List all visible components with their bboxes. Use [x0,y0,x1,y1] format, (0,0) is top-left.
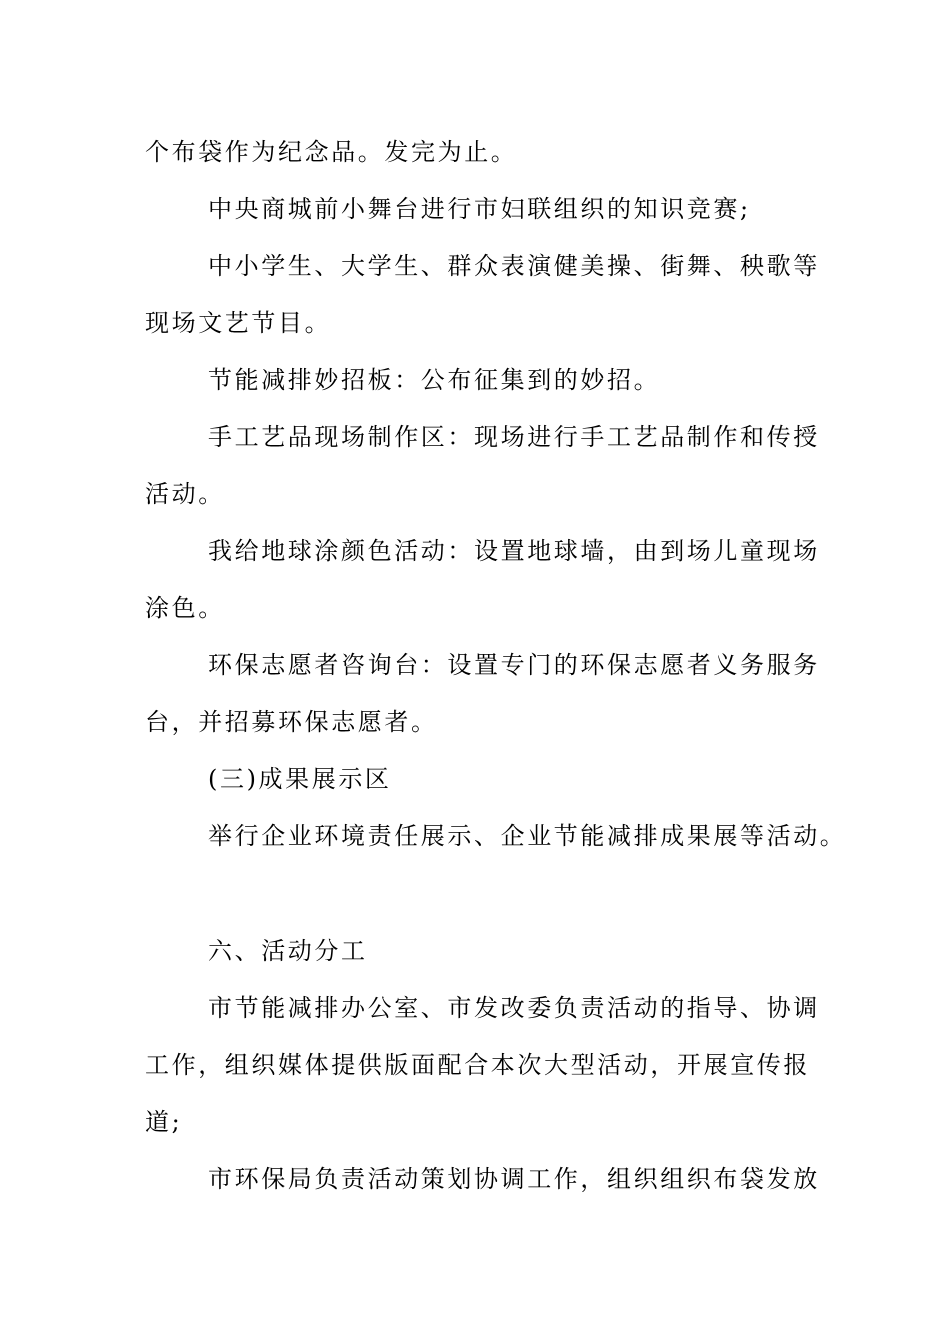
text-line-9: 涂色。 [145,594,225,622]
section-heading-results: (三)成果展示区 [208,765,392,793]
text-line-5: 节能减排妙招板：公布征集到的妙招。 [208,366,661,394]
text-line-18: 市环保局负责活动策划协调工作，组织组织布袋发放 [208,1165,820,1193]
text-line-8: 我给地球涂颜色活动：设置地球墙，由到场儿童现场 [208,537,820,565]
text-line-7: 活动。 [145,480,225,508]
text-line-15: 市节能减排办公室、市发改委负责活动的指导、协调 [208,994,820,1022]
text-line-10: 环保志愿者咨询台：设置专门的环保志愿者义务服务 [208,651,820,679]
text-line-16: 工作，组织媒体提供版面配合本次大型活动，开展宣传报 [145,1051,810,1079]
text-line-17: 道; [145,1108,183,1136]
text-line-4: 现场文艺节目。 [145,309,332,337]
text-line-2: 中央商城前小舞台进行市妇联组织的知识竞赛; [208,195,751,223]
text-line-3: 中小学生、大学生、群众表演健美操、街舞、秧歌等 [208,252,820,280]
section-heading-division: 六、活动分工 [208,937,368,965]
text-line-11: 台，并招募环保志愿者。 [145,708,438,736]
text-line-13: 举行企业环境责任展示、企业节能减排成果展等活动。 [208,822,847,850]
text-line-1: 个布袋作为纪念品。发完为止。 [145,138,518,166]
text-line-6: 手工艺品现场制作区：现场进行手工艺品制作和传授 [208,423,820,451]
